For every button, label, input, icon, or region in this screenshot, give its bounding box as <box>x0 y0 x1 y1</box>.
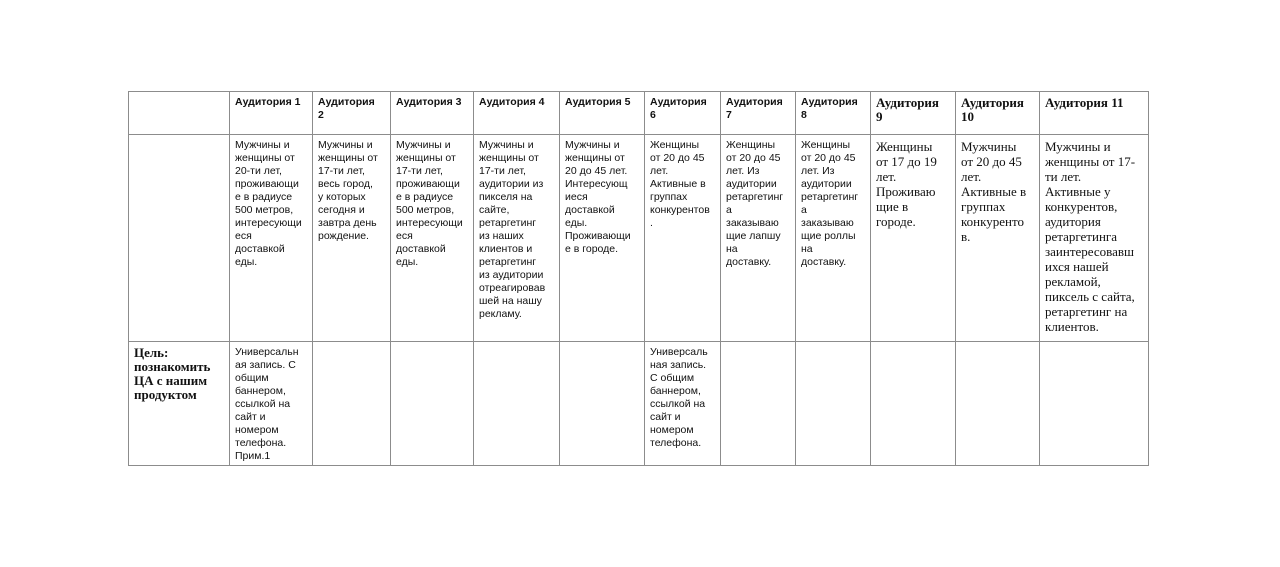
description-audience-8: Женщины от 20 до 45 лет. Из аудитории ретаргетинг а заказываю щие роллы на доставку. <box>796 135 871 342</box>
goal-audience-7 <box>721 342 796 466</box>
description-audience-9: Женщины от 17 до 19 лет. Проживаю щие в городе. <box>871 135 956 342</box>
goal-audience-11 <box>1040 342 1149 466</box>
header-audience-11: Аудитория 11 <box>1040 92 1149 135</box>
header-audience-9: Аудитория 9 <box>871 92 956 135</box>
header-audience-10: Аудитория 10 <box>956 92 1040 135</box>
description-audience-6: Женщины от 20 до 45 лет. Активные в группах конкурентов . <box>645 135 721 342</box>
header-row <box>129 92 1149 135</box>
header-audience-5: Аудитория 5 <box>560 92 645 135</box>
description-audience-4: Мужчины и женщины от 17-ти лет, аудитории из пикселя на сайте, ретаргетинг из наших клиентов и ретаргетинг из аудитории отреагировав шей на нашу рекламу. <box>474 135 560 342</box>
header-audience-6: Аудитория 6 <box>645 92 721 135</box>
goal-audience-8 <box>796 342 871 466</box>
goal-audience-1: Универсальн ая запись. С общим баннером, ссылкой на сайт и номером телефона. Прим.1 <box>230 342 313 466</box>
header-audience-4: Аудитория 4 <box>474 92 560 135</box>
goal-audience-10 <box>956 342 1040 466</box>
header-audience-2: Аудитория 2 <box>313 92 391 135</box>
description-row <box>129 135 1149 342</box>
header-cell-empty <box>129 92 230 135</box>
description-cell-empty <box>129 135 230 342</box>
description-audience-5: Мужчины и женщины от 20 до 45 лет. Интересующ иеся доставкой еды. Проживающи е в городе. <box>560 135 645 342</box>
description-audience-7: Женщины от 20 до 45 лет. Из аудитории ретаргетинг а заказываю щие лапшу на доставку. <box>721 135 796 342</box>
description-audience-2: Мужчины и женщины от 17-ти лет, весь город, у которых сегодня и завтра день рождение. <box>313 135 391 342</box>
goal-audience-6: Универсаль ная запись. С общим баннером, ссылкой на сайт и номером телефона. <box>645 342 721 466</box>
goal-audience-9 <box>871 342 956 466</box>
goal-audience-2 <box>313 342 391 466</box>
goal-audience-3 <box>391 342 474 466</box>
description-audience-10: Мужчины от 20 до 45 лет. Активные в группах конкуренто в. <box>956 135 1040 342</box>
goal-row <box>129 342 1149 466</box>
header-audience-3: Аудитория 3 <box>391 92 474 135</box>
header-audience-8: Аудитория 8 <box>796 92 871 135</box>
description-audience-1: Мужчины и женщины от 20-ти лет, проживающи е в радиусе 500 метров, интересующи еся доставкой еды. <box>230 135 313 342</box>
audience-table <box>128 91 1149 466</box>
header-audience-1: Аудитория 1 <box>230 92 313 135</box>
header-audience-7: Аудитория 7 <box>721 92 796 135</box>
description-audience-3: Мужчины и женщины от 17-ти лет, проживающи е в радиусе 500 метров, интересующи еся доставкой еды. <box>391 135 474 342</box>
goal-label: Цель: познакомить ЦА с нашим продуктом <box>129 342 230 466</box>
description-audience-11: Мужчины и женщины от 17- ти лет. Активные у конкурентов, аудитория ретаргетинга заинтересовавш ихся нашей рекламой, пиксель с сайта, ретаргетинг на клиентов. <box>1040 135 1149 342</box>
goal-audience-4 <box>474 342 560 466</box>
goal-audience-5 <box>560 342 645 466</box>
